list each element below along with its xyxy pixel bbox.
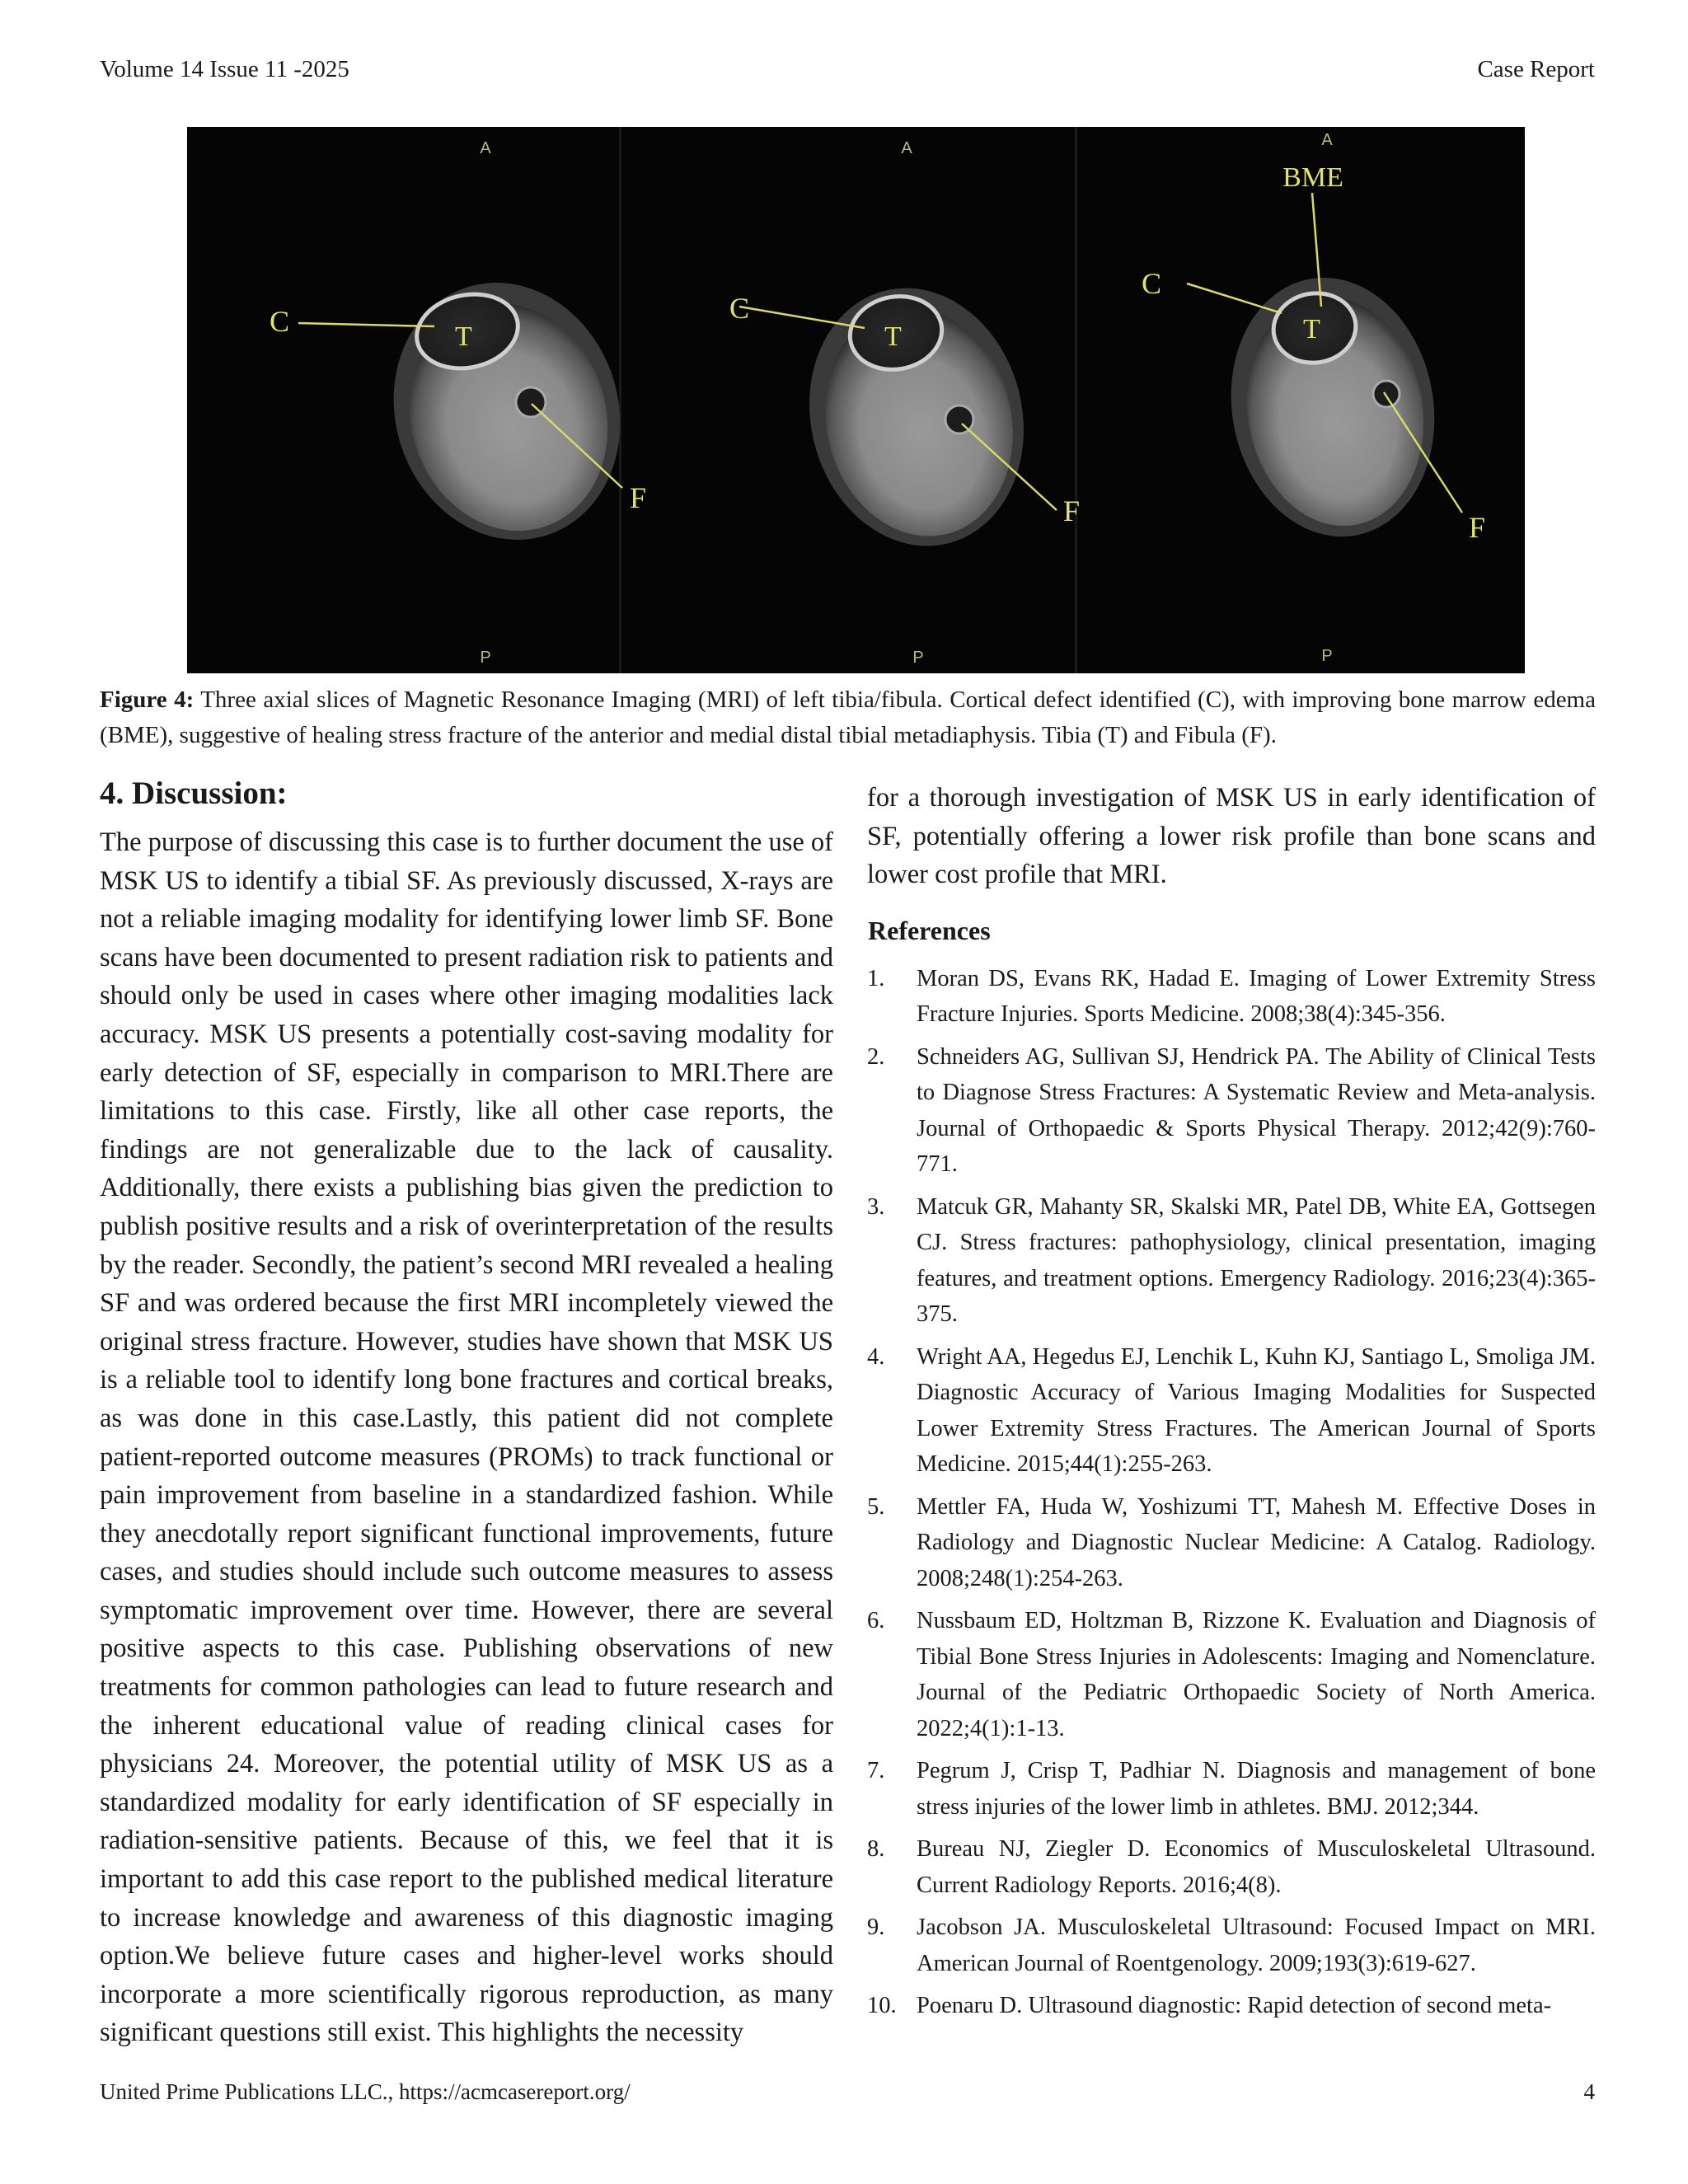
reference-item bbox=[867, 1189, 1596, 1333]
label-leader bbox=[298, 323, 434, 326]
cortical-defect-label: C bbox=[1142, 267, 1162, 300]
reference-item bbox=[867, 1753, 1596, 1825]
reference-item bbox=[867, 1489, 1596, 1597]
tibia-label: T bbox=[1303, 314, 1320, 344]
reference-number: 6. bbox=[867, 1608, 885, 1634]
panel-divider bbox=[619, 127, 621, 673]
discussion-heading: 4. Discussion: bbox=[100, 776, 288, 811]
reference-number: 9. bbox=[867, 1915, 885, 1941]
figure-caption-text: Three axial slices of Magnetic Resonance Imaging (MRI) of left tibia/fibula. Cortical defect identified (C), with improving bone marrow edema (BME), suggestive of healing stress fracture of the anterior and medial distal tibial metadiaphysis. Tibia (T) and Fibula (F). bbox=[100, 687, 1596, 748]
fibula-label: F bbox=[1469, 511, 1486, 544]
posterior-marker: P bbox=[1321, 647, 1333, 665]
figure-caption-label: Figure 4: bbox=[100, 687, 195, 713]
reference-number: 2. bbox=[867, 1043, 885, 1070]
posterior-marker: P bbox=[480, 649, 491, 667]
reference-item bbox=[867, 1831, 1596, 1903]
discussion-paragraph: The purpose of discussing this case is to further document the use of MSK US to identify a tibial SF. As previously discussed, X-rays are not a reliable imaging modality for identifying lower limb SF. Bone scans have been documented to present radiation risk to patients and should only be used in cases where other imaging modalities lack accuracy. MSK US presents a potentially cost-saving modality for early detection of SF, especially in comparison to MRI.There are limitations to this case. Firstly, like all other case reports, the findings are not generalizable due to the lack of causality. Additionally, there exists a publishing bias given the prediction to publish positive results and a risk of overinterpretation of the results by the reader. Secondly, the patient’s second MRI revealed a healing SF and was ordered because the first MRI incompletely viewed the original stress fracture. However, studies have shown that MSK US is a reliable tool to identify long bone fractures and cortical breaks, as was done in this case.Lastly, this patient did not complete patient-reported outcome measures (PROMs) to track functional or pain improvement from baseline in a standardized fashion. While they anecdotally report significant functional improvements, future cases, and studies should include such outcome measures to assess symptomatic improvement over time. However, there are several positive aspects to this case. Publishing observations of new treatments for common pathologies can lead to future research and the inherent educational value of reading clinical cases for physicians 24. Moreover, the potential utility of MSK US as a standardized modality for early identification of SF especially in radiation-sensitive patients. Because of this, we feel that it is important to add this case report to the published medical literature to increase knowledge and awareness of this diagnostic imaging option.We believe future cases and higher-level works should incorporate a more scientifically rigorous reproduction, as many significant questions still exist. This highlights the necessity bbox=[100, 827, 833, 2048]
mri-panel-1 bbox=[270, 139, 653, 667]
mri-figure bbox=[187, 127, 1525, 673]
reference-text: Wright AA, Hegedus EJ, Lenchik L, Kuhn KJ, Santiago L, Smoliga JM. Diagnostic Accuracy of Various Imaging Modalities for Suspected Lower Extremity Stress Fractures. The American Journal of Sports Medicine. 2015;44(1):255-263. bbox=[917, 1343, 1596, 1478]
fibula-label: F bbox=[1063, 494, 1081, 527]
reference-item bbox=[867, 1039, 1596, 1183]
reference-text: Poenaru D. Ultrasound diagnostic: Rapid detection of second meta- bbox=[917, 1993, 1552, 2019]
mri-panel-3 bbox=[1142, 131, 1485, 665]
reference-number: 4. bbox=[867, 1343, 885, 1370]
fibula bbox=[1373, 381, 1400, 407]
publisher-footer: United Prime Publications LLC., https://acmcasereport.org/ bbox=[100, 2079, 631, 2104]
reference-number: 8. bbox=[867, 1836, 885, 1863]
reference-text: Bureau NJ, Ziegler D. Economics of Musculoskeletal Ultrasound. Current Radiology Reports. 2016;4(8). bbox=[917, 1836, 1596, 1898]
reference-text: Mettler FA, Huda W, Yoshizumi TT, Mahesh M. Effective Doses in Radiology and Diagnostic Nuclear Medicine: A Catalog. Radiology. 2008;248(1):254-263. bbox=[917, 1493, 1596, 1591]
references-list bbox=[867, 961, 1596, 2024]
reference-number: 5. bbox=[867, 1493, 885, 1520]
cortical-defect-label: C bbox=[729, 292, 750, 325]
panel-divider bbox=[1075, 127, 1077, 673]
reference-text: Moran DS, Evans RK, Hadad E. Imaging of Lower Extremity Stress Fracture Injuries. Sports Medicine. 2008;38(4):345-356. bbox=[917, 965, 1596, 1028]
anterior-marker: A bbox=[1321, 131, 1333, 149]
reference-item bbox=[867, 1910, 1596, 1981]
figure-caption bbox=[100, 682, 1596, 753]
right-column bbox=[867, 779, 1596, 2031]
reference-number: 10. bbox=[867, 1993, 897, 2019]
tibia-label: T bbox=[455, 321, 472, 352]
reference-text: Schneiders AG, Sullivan SJ, Hendrick PA. The Ability of Clinical Tests to Diagnose Stress Fractures: A Systematic Review and Meta-analysis. Journal of Orthopaedic & Sports Physical Therapy. 2012;42(9):760-771. bbox=[917, 1043, 1596, 1178]
fibula-label: F bbox=[630, 481, 647, 514]
reference-text: Pegrum J, Crisp T, Padhiar N. Diagnosis and management of bone stress injuries of the lower limb in athletes. BMJ. 2012;344. bbox=[917, 1758, 1596, 1820]
label-leader bbox=[1187, 284, 1282, 313]
reference-text: Nussbaum ED, Holtzman B, Rizzone K. Evaluation and Diagnosis of Tibial Bone Stress Injuries in Adolescents: Imaging and Nomenclature. Journal of the Pediatric Orthopaedic Society of North America. 2022;4(1):1-13. bbox=[917, 1608, 1596, 1741]
mri-panel-2 bbox=[729, 139, 1080, 667]
reference-number: 3. bbox=[867, 1193, 885, 1220]
reference-text: Jacobson JA. Musculoskeletal Ultrasound: Focused Impact on MRI. American Journal of Roentgenology. 2009;193(3):619-627. bbox=[917, 1915, 1596, 1976]
reference-item bbox=[867, 1603, 1596, 1746]
reference-number: 7. bbox=[867, 1758, 885, 1784]
reference-text: Matcuk GR, Mahanty SR, Skalski MR, Patel DB, White EA, Gottsegen CJ. Stress fractures: pathophysiology, clinical presentation, imaging features, and treatment options. Emergency Radiology. 2016;23(4):365-375. bbox=[917, 1193, 1596, 1328]
anterior-marker: A bbox=[480, 139, 491, 157]
journal-volume: Volume 14 Issue 11 -2025 bbox=[100, 56, 349, 82]
reference-item bbox=[867, 1339, 1596, 1483]
references-heading: References bbox=[868, 915, 991, 945]
discussion-continuation: for a thorough investigation of MSK US in early identification of SF, potentially offering a lower risk profile than bone scans and lower cost profile that MRI. bbox=[867, 783, 1596, 890]
article-type: Case Report bbox=[1477, 56, 1595, 82]
left-column bbox=[100, 775, 833, 2052]
cortical-defect-label: C bbox=[270, 305, 290, 338]
page-number: 4 bbox=[1583, 2079, 1595, 2104]
anterior-marker: A bbox=[901, 139, 912, 157]
bme-label: BME bbox=[1282, 162, 1343, 193]
reference-number: 1. bbox=[867, 965, 885, 991]
reference-item bbox=[867, 961, 1596, 1033]
reference-item bbox=[867, 1988, 1596, 2024]
posterior-marker: P bbox=[912, 649, 924, 667]
tibia-label: T bbox=[884, 321, 902, 352]
